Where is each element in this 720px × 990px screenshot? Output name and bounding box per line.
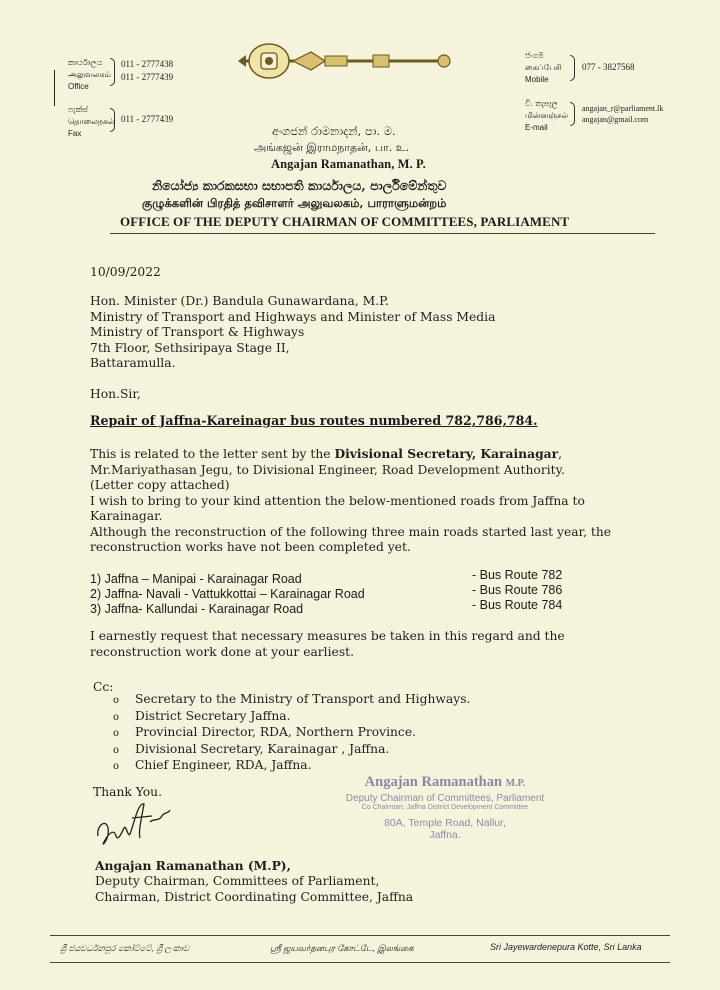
- bus-route: - Bus Route 784: [472, 598, 563, 612]
- footer-english: Sri Jayewardenepura Kotte, Sri Lanka: [490, 942, 642, 952]
- fax-brace: [110, 108, 115, 132]
- mobile-number: 077 - 3827568: [582, 62, 635, 72]
- footer-sinhala: ශ්‍රී ජයවර්ධනපුර කෝට්ටේ, ශ්‍රී ලංකාව: [60, 943, 190, 953]
- parliament-mace-icon: [233, 40, 458, 82]
- header-divider: [110, 233, 655, 234]
- email-label: වි. තැපෑල மின்னஞ்சல் E-mail: [525, 99, 569, 132]
- footer-divider-bottom: [50, 962, 670, 963]
- road-list: [90, 572, 365, 617]
- road-item: 1) Jaffna – Manipai - Karainagar Road: [90, 572, 302, 586]
- office-label: කාර්යාලය அலுவலகம் Office: [68, 58, 111, 91]
- road-item: 2) Jaffna- Navali - Vattukkottai – Karainagar Road: [90, 587, 365, 601]
- email-brace: [570, 102, 575, 126]
- email-addresses: angajan_r@parliament.lk angajan@gmail.com: [582, 104, 664, 124]
- mobile-brace: [570, 55, 575, 81]
- mobile-label: ජංගම கைப்பேசி Mobile: [525, 51, 562, 84]
- recipient-block: Hon. Minister (Dr.) Bandula Gunawardana, M.P. Ministry of Transport and Highways and Minister of Mass Media Ministry of Transport & Highways 7th Floor, Sethsiripaya Stage II, Battaramulla.: [90, 294, 496, 370]
- name-tamil: அங்கஜன் இராமநாதன், பா. உ.: [254, 141, 410, 154]
- salutation: Hon.Sir,: [90, 387, 141, 401]
- body-paragraph-1: This is related to the letter sent by the Divisional Secretary, Karainagar, Mr.Mariyathasan Jegu, to Divisional Engineer, Road Development Authority. (Letter copy attached) I wish to bring to your kind attention the below-mentioned roads from Jaffna to Karainagar. Although the reconstruction of the following three main roads started last year, the reconstruction works have not been completed yet.: [90, 446, 612, 554]
- fax-label: ෆැක්ස් தொலைநகல் Fax: [68, 105, 115, 138]
- letter-date: 10/09/2022: [90, 265, 161, 279]
- cc-item: o District Secretary Jaffna.: [113, 708, 291, 723]
- official-stamp: Angajan Ramanathan M.P. Deputy Chairman of Committees, Parliament Co Chairman, Jaffna District Development Committee 80A, Temple Road, Nallur, Jaffna.: [345, 774, 545, 841]
- bus-route: - Bus Route 782: [472, 568, 563, 582]
- cc-item: o Provincial Director, RDA, Northern Province.: [113, 725, 417, 739]
- office-english: OFFICE OF THE DEPUTY CHAIRMAN OF COMMITTEES, PARLIAMENT: [120, 214, 570, 229]
- footer-tamil: ஸ்ரீ ஜயவர்தனபுர கோட்டே, இலங்கை: [270, 943, 414, 953]
- office-brace: [110, 58, 115, 86]
- request-paragraph: I earnestly request that necessary measures be taken in this regard and the reconstruction work done at your earliest.: [90, 629, 565, 659]
- cc-list: [113, 692, 470, 775]
- signer-name: Angajan Ramanathan (M.P),: [95, 858, 291, 873]
- office-sinhala: නියෝජ්‍ය කාරකසභා සභාපති කාර්යාලය, පාර්ලිමේන්තුව: [152, 178, 447, 193]
- office-phones: 011 - 2777438 011 - 2777439: [121, 59, 174, 82]
- office-tamil: குழுக்களின் பிரதித் தவிசாளர் அலுவலகம், பாராளுமன்றம்: [142, 196, 447, 210]
- cc-item: o Divisional Secretary, Karainagar , Jaffna.: [113, 741, 390, 756]
- fax-number: 011 - 2777439: [121, 114, 174, 124]
- bus-route-list: [472, 568, 562, 613]
- signer-title: Deputy Chairman, Committees of Parliament, Chairman, District Coordinating Committee, Jaffna: [95, 874, 414, 904]
- subject-line: Repair of Jaffna-Kareinagar bus routes numbered 782,786,784.: [90, 413, 538, 428]
- bus-route: - Bus Route 786: [472, 583, 563, 597]
- signature-icon: [92, 798, 172, 856]
- name-english: Angajan Ramanathan, M. P.: [271, 157, 426, 171]
- cc-label: Cc:: [93, 680, 114, 694]
- closing: Thank You.: [93, 785, 163, 799]
- margin-mark: [54, 70, 55, 106]
- name-sinhala: අංගජන් රාමනාදන්, පා. ම.: [272, 124, 396, 138]
- footer-divider: [50, 935, 670, 936]
- road-item: 3) Jaffna- Kallundai - Karainagar Road: [90, 602, 304, 616]
- cc-item: o Secretary to the Ministry of Transport and Highways.: [113, 692, 471, 706]
- cc-item: o Chief Engineer, RDA, Jaffna.: [113, 758, 312, 772]
